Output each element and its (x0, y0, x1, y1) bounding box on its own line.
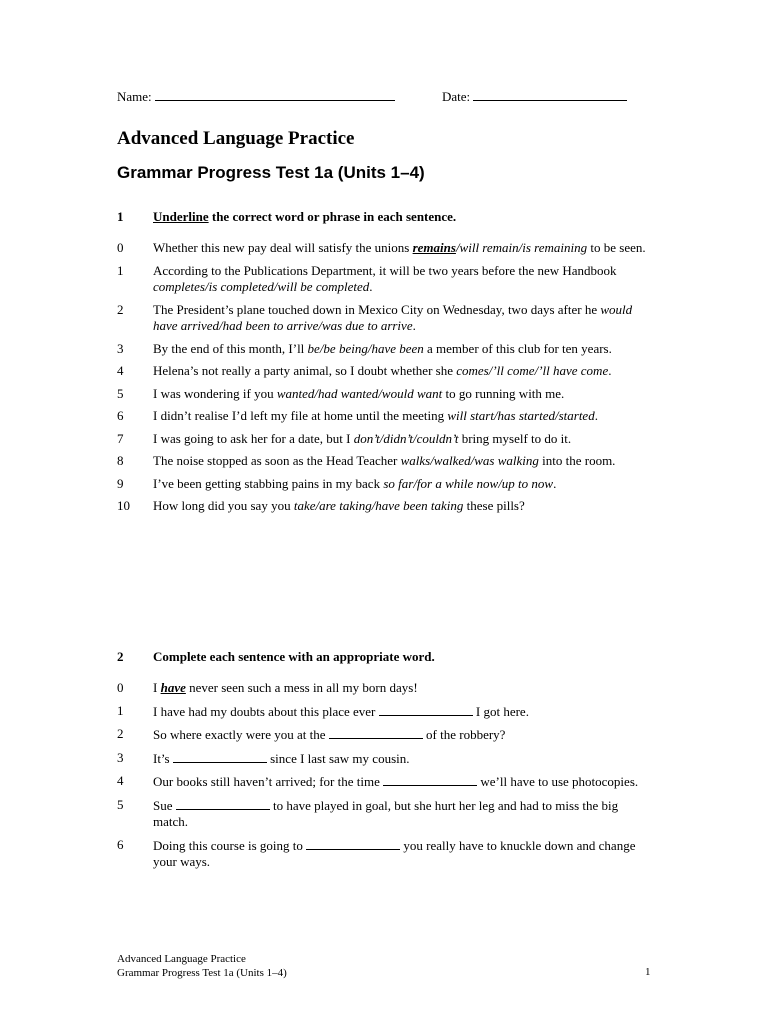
sentence-text: . (553, 475, 557, 491)
sentence-text: The President’s plane touched down in Mexico City on Wednesday, two days after he (153, 301, 601, 317)
question-item (117, 797, 647, 831)
page-number: 1 (645, 966, 651, 978)
question-number: 7 (117, 430, 124, 446)
question-number: 0 (117, 680, 124, 695)
question-item (117, 341, 647, 358)
date-line[interactable] (473, 88, 627, 101)
example-answer: have (160, 680, 186, 695)
sentence-text: of the robbery? (422, 727, 506, 742)
sentence-text: I didn’t realise I’d left my file at home until the meeting (153, 408, 448, 423)
sentence-text: since I last saw my cousin. (266, 750, 410, 766)
question-number: 10 (117, 498, 130, 513)
sentence-text: Whether this new pay deal will satisfy the unions (153, 240, 413, 255)
question-text (153, 341, 647, 358)
question-text (153, 680, 647, 697)
sentence-text: I was wondering if you (153, 385, 277, 401)
answer-blank[interactable] (176, 797, 270, 810)
question-number: 1 (117, 702, 124, 718)
sentence-text: you really have to knuckle down and change your ways. (153, 837, 636, 869)
question-item (117, 726, 647, 744)
answer-options[interactable]: comes/’ll come/’ll have come (456, 363, 609, 378)
sentence-text: Doing this course is going to (153, 837, 307, 853)
question-number: 2 (117, 726, 124, 741)
sentence-text: . (608, 363, 612, 378)
sentence-text: According to the Publications Department, it will be two years before the new Handbook (153, 262, 617, 278)
question-text (153, 773, 647, 791)
sentence-text: How long did you say you (153, 498, 294, 513)
question-item (117, 408, 647, 425)
section-2-items (117, 680, 647, 877)
sentence-text: It’s (153, 750, 173, 766)
question-text (153, 476, 647, 493)
sentence-text: I got here. (472, 703, 529, 719)
question-number: 5 (117, 796, 124, 812)
question-item (117, 453, 647, 470)
question-number: 9 (117, 475, 124, 491)
answer-blank[interactable] (379, 703, 473, 716)
question-number: 5 (117, 385, 124, 401)
answer-options[interactable]: be/be being/have been (307, 340, 424, 356)
sentence-text: a member of this club for ten years. (423, 340, 612, 356)
section-2-heading (117, 649, 435, 665)
sentence-text: to have played in goal, but she hurt her leg and had to miss the big match. (153, 797, 619, 829)
question-number: 3 (117, 340, 124, 356)
question-item (117, 263, 647, 296)
question-item (117, 498, 647, 515)
sentence-text: The noise stopped as soon as the Head Teacher (153, 453, 401, 468)
question-number: 3 (117, 749, 124, 765)
sentence-text: . (594, 408, 598, 423)
question-number: 6 (117, 836, 124, 852)
question-text (153, 797, 647, 831)
answer-options[interactable]: wanted/had wanted/would want (276, 385, 443, 401)
question-item (117, 363, 647, 380)
question-item (117, 431, 647, 448)
footer-test-title: Grammar Progress Test 1a (Units 1–4) (117, 967, 287, 979)
instruction-text: the correct word or phrase in each sentence. (208, 209, 457, 224)
question-text (153, 453, 647, 470)
answer-options[interactable]: will start/has started/started (447, 408, 595, 423)
name-label: Name: (117, 89, 152, 104)
sentence-text: . (369, 279, 373, 294)
question-text (153, 726, 647, 744)
sentence-text: bring myself to do it. (458, 430, 572, 446)
section-number: 1 (117, 209, 124, 224)
date-label: Date: (442, 89, 471, 104)
sentence-text: to be seen. (587, 240, 646, 255)
answer-options[interactable]: /will remain/is remaining (455, 240, 588, 255)
sentence-text: So where exactly were you at the (153, 727, 329, 742)
name-line[interactable] (155, 88, 395, 101)
question-number: 8 (117, 453, 124, 468)
sentence-text: Our books still haven’t arrived; for the time (153, 774, 384, 789)
answer-options[interactable]: so far/for a while now/up to now (383, 475, 554, 491)
sentence-text: to go running with me. (442, 385, 565, 401)
question-number: 4 (117, 363, 124, 378)
sentence-text: . (412, 318, 416, 333)
question-item (117, 386, 647, 403)
answer-blank[interactable] (173, 750, 267, 763)
question-text (153, 837, 647, 871)
question-text (153, 302, 647, 335)
question-item (117, 837, 647, 871)
sentence-text: we’ll have to use photocopies. (477, 774, 639, 789)
test-subtitle: Grammar Progress Test 1a (Units 1–4) (117, 163, 425, 182)
answer-options[interactable]: don’t/didn’t/couldn’t (353, 430, 459, 446)
sentence-text: By the end of this month, I’ll (153, 340, 308, 356)
answer-options[interactable]: take/are taking/have been taking (293, 498, 464, 513)
question-text (153, 363, 647, 380)
question-item (117, 240, 647, 257)
sentence-text: I was going to ask her for a date, but I (153, 430, 354, 446)
question-text (153, 263, 647, 296)
sentence-text: Helena’s not really a party animal, so I doubt whether she (153, 363, 457, 378)
section-1-items (117, 240, 647, 521)
answer-options[interactable]: would have arrived/had been to arrive/was due to arrive (153, 301, 633, 333)
question-number: 1 (117, 262, 124, 278)
answer-blank[interactable] (383, 773, 477, 786)
answer-blank[interactable] (329, 726, 423, 739)
answer-blank[interactable] (306, 837, 400, 850)
question-text (153, 431, 647, 448)
instruction-underline-word: Underline (153, 209, 209, 224)
question-item (117, 302, 647, 335)
sentence-text: never seen such a mess in all my born days! (185, 680, 418, 695)
question-item (117, 680, 647, 697)
answer-options[interactable]: completes/is completed/will be completed (153, 279, 370, 294)
question-number: 2 (117, 301, 124, 317)
sentence-text: I (153, 680, 161, 695)
date-field[interactable] (442, 88, 627, 105)
question-item (117, 750, 647, 768)
sentence-text: I have had my doubts about this place ever (153, 703, 379, 719)
name-field[interactable] (117, 88, 395, 105)
question-item (117, 773, 647, 791)
footer-book-title: Advanced Language Practice (117, 953, 246, 965)
question-item (117, 703, 647, 721)
question-text (153, 750, 647, 768)
page-title: Advanced Language Practice (117, 128, 355, 149)
question-number: 4 (117, 773, 124, 788)
example-answer: remains (412, 240, 456, 255)
question-text (153, 498, 647, 515)
question-text (153, 240, 647, 257)
page-footer (117, 952, 287, 980)
question-number: 0 (117, 240, 124, 255)
sentence-text: into the room. (538, 453, 616, 468)
section-number: 2 (117, 649, 124, 664)
sentence-text: I’ve been getting stabbing pains in my back (153, 475, 384, 491)
question-number: 6 (117, 408, 124, 423)
sentence-text: these pills? (463, 498, 525, 513)
section-1-heading (117, 209, 456, 225)
answer-options[interactable]: walks/walked/was walking (400, 453, 539, 468)
question-text (153, 386, 647, 403)
sentence-text: Sue (153, 797, 176, 813)
question-text (153, 408, 647, 425)
question-text (153, 703, 647, 721)
instruction-text: Complete each sentence with an appropriate word. (153, 649, 435, 664)
question-item (117, 476, 647, 493)
